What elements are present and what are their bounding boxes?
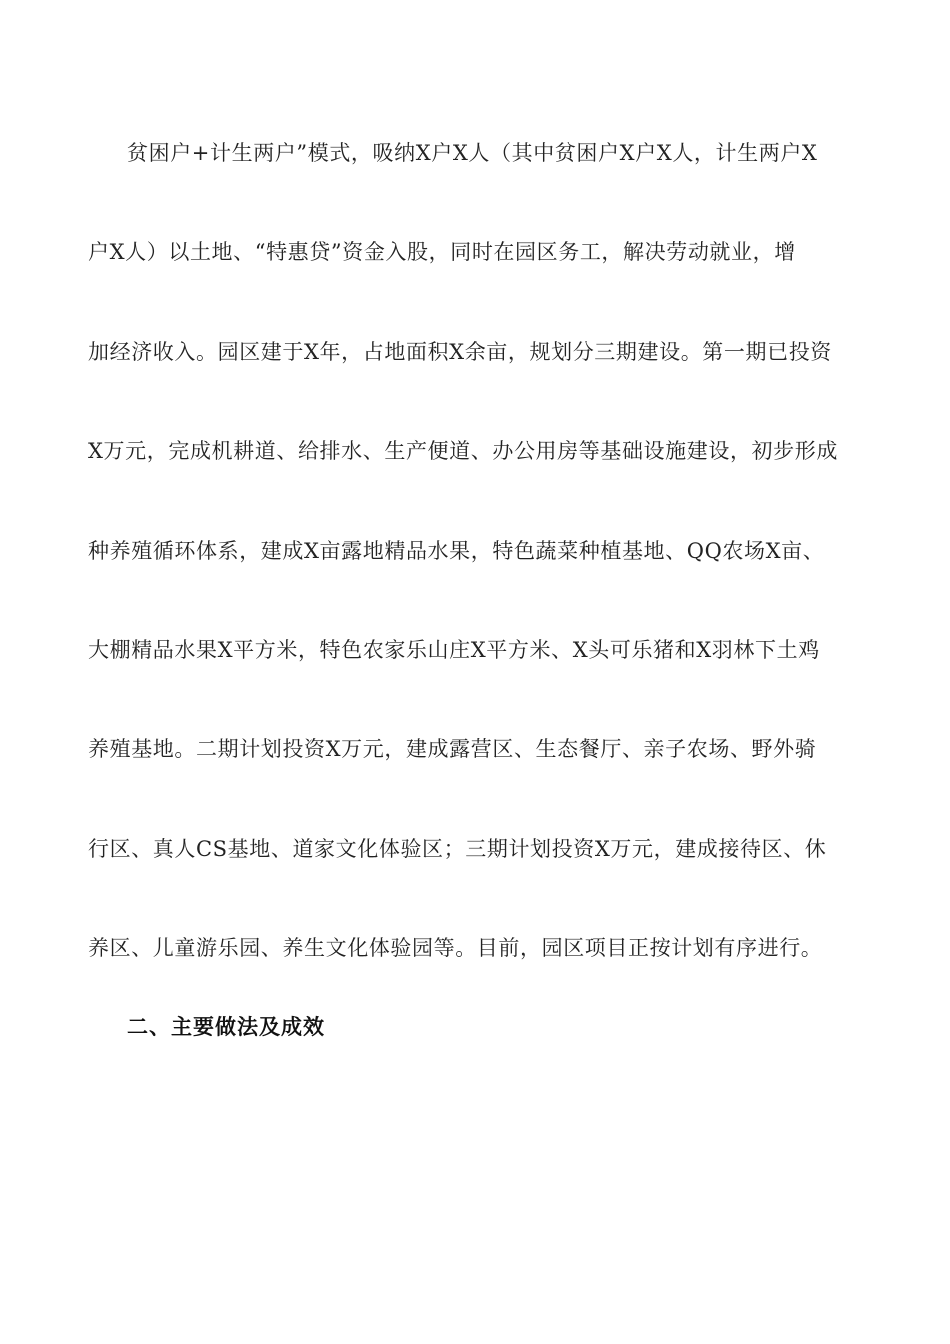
section-heading: 二、主要做法及成效 (127, 1015, 325, 1039)
paragraph-line-6: 大棚精品水果X平方米，特色农家乐山庄X平方米、X头可乐猪和X羽林下土鸡 (88, 638, 820, 662)
paragraph-line-4: X万元，完成机耕道、给排水、生产便道、办公用房等基础设施建设，初步形成 (88, 439, 838, 463)
paragraph-line-8: 行区、真人CS基地、道家文化体验区；三期计划投资X万元，建成接待区、休 (88, 837, 827, 861)
paragraph-line-3: 加经济收入。园区建于X年，占地面积X余亩，规划分三期建设。第一期已投资 (88, 340, 832, 364)
paragraph-line-5: 种养殖循环体系，建成X亩露地精品水果，特色蔬菜种植基地、QQ农场X亩、 (88, 539, 825, 563)
paragraph-line-9: 养区、儿童游乐园、养生文化体验园等。目前，园区项目正按计划有序进行。 (88, 936, 823, 960)
paragraph-line-2: 户X人）以土地、“特惠贷”资金入股，同时在园区务工，解决劳动就业，增 (88, 240, 796, 264)
paragraph-line-1: 贫困户+计生两户”模式，吸纳X户X人（其中贫困户X户X人，计生两户X (127, 141, 818, 165)
paragraph-line-7: 养殖基地。二期计划投资X万元，建成露营区、生态餐厅、亲子农场、野外骑 (88, 737, 817, 761)
